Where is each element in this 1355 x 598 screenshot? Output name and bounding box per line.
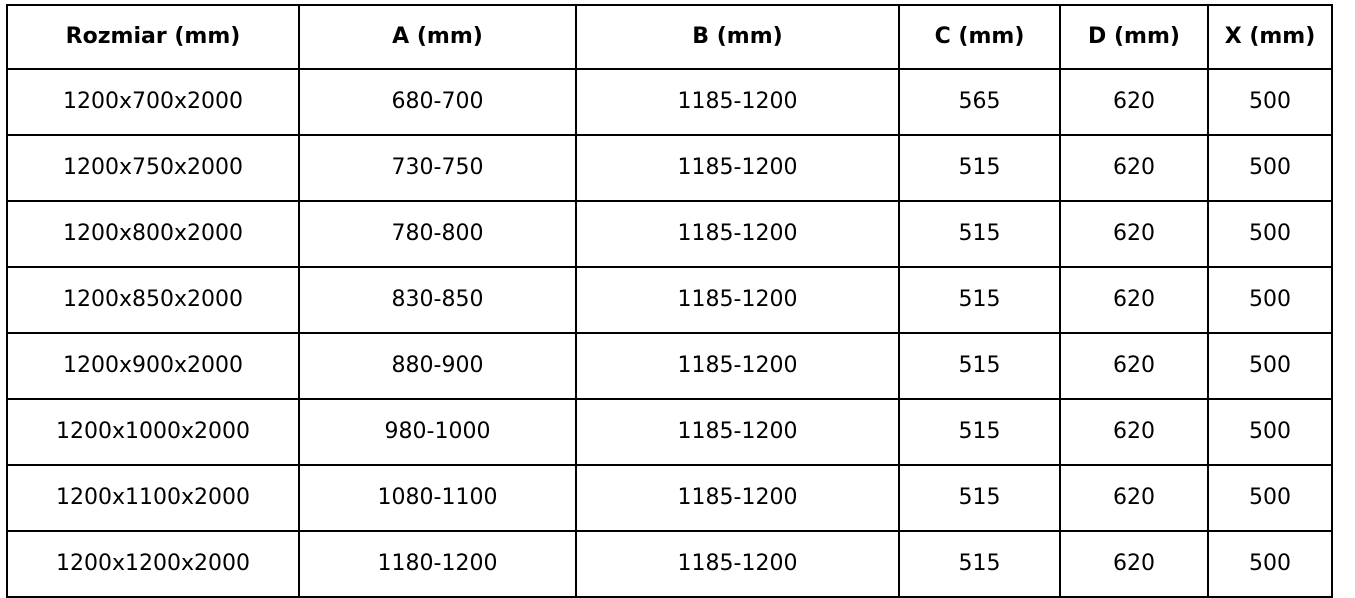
column-header-d: D (mm): [1060, 5, 1208, 69]
table-row: [7, 267, 1332, 333]
cell-rozmiar: 1200x1200x2000: [7, 531, 299, 597]
cell-c: 565: [899, 69, 1060, 135]
cell-c: 515: [899, 399, 1060, 465]
table-row: [7, 399, 1332, 465]
cell-b: 1185-1200: [576, 135, 899, 201]
cell-b: 1185-1200: [576, 267, 899, 333]
cell-rozmiar: 1200x750x2000: [7, 135, 299, 201]
cell-d: 620: [1060, 465, 1208, 531]
cell-x: 500: [1208, 333, 1332, 399]
cell-a: 730-750: [299, 135, 576, 201]
table-row: [7, 465, 1332, 531]
cell-a: 980-1000: [299, 399, 576, 465]
cell-b: 1185-1200: [576, 333, 899, 399]
cell-a: 780-800: [299, 201, 576, 267]
table-row: [7, 333, 1332, 399]
cell-rozmiar: 1200x800x2000: [7, 201, 299, 267]
cell-d: 620: [1060, 531, 1208, 597]
column-header-rozmiar: Rozmiar (mm): [7, 5, 299, 69]
cell-a: 1080-1100: [299, 465, 576, 531]
table-header-row: [7, 5, 1332, 69]
cell-d: 620: [1060, 333, 1208, 399]
cell-x: 500: [1208, 531, 1332, 597]
cell-c: 515: [899, 531, 1060, 597]
cell-a: 830-850: [299, 267, 576, 333]
cell-c: 515: [899, 465, 1060, 531]
cell-d: 620: [1060, 201, 1208, 267]
cell-b: 1185-1200: [576, 531, 899, 597]
cell-d: 620: [1060, 69, 1208, 135]
table-row: [7, 201, 1332, 267]
table-body: [7, 69, 1332, 597]
cell-rozmiar: 1200x1000x2000: [7, 399, 299, 465]
cell-x: 500: [1208, 267, 1332, 333]
specification-table: [6, 4, 1333, 598]
cell-x: 500: [1208, 399, 1332, 465]
column-header-b: B (mm): [576, 5, 899, 69]
cell-x: 500: [1208, 465, 1332, 531]
cell-x: 500: [1208, 69, 1332, 135]
cell-x: 500: [1208, 201, 1332, 267]
cell-rozmiar: 1200x900x2000: [7, 333, 299, 399]
table-row: [7, 531, 1332, 597]
cell-b: 1185-1200: [576, 201, 899, 267]
cell-rozmiar: 1200x850x2000: [7, 267, 299, 333]
cell-a: 1180-1200: [299, 531, 576, 597]
table-row: [7, 135, 1332, 201]
cell-d: 620: [1060, 267, 1208, 333]
specification-table-container: [0, 4, 1355, 595]
cell-x: 500: [1208, 135, 1332, 201]
cell-c: 515: [899, 333, 1060, 399]
cell-d: 620: [1060, 135, 1208, 201]
column-header-a: A (mm): [299, 5, 576, 69]
cell-c: 515: [899, 267, 1060, 333]
cell-b: 1185-1200: [576, 465, 899, 531]
cell-c: 515: [899, 135, 1060, 201]
cell-rozmiar: 1200x1100x2000: [7, 465, 299, 531]
column-header-x: X (mm): [1208, 5, 1332, 69]
cell-a: 680-700: [299, 69, 576, 135]
cell-c: 515: [899, 201, 1060, 267]
cell-b: 1185-1200: [576, 69, 899, 135]
column-header-c: C (mm): [899, 5, 1060, 69]
table-row: [7, 69, 1332, 135]
cell-d: 620: [1060, 399, 1208, 465]
cell-a: 880-900: [299, 333, 576, 399]
cell-b: 1185-1200: [576, 399, 899, 465]
table-header: [7, 5, 1332, 69]
cell-rozmiar: 1200x700x2000: [7, 69, 299, 135]
